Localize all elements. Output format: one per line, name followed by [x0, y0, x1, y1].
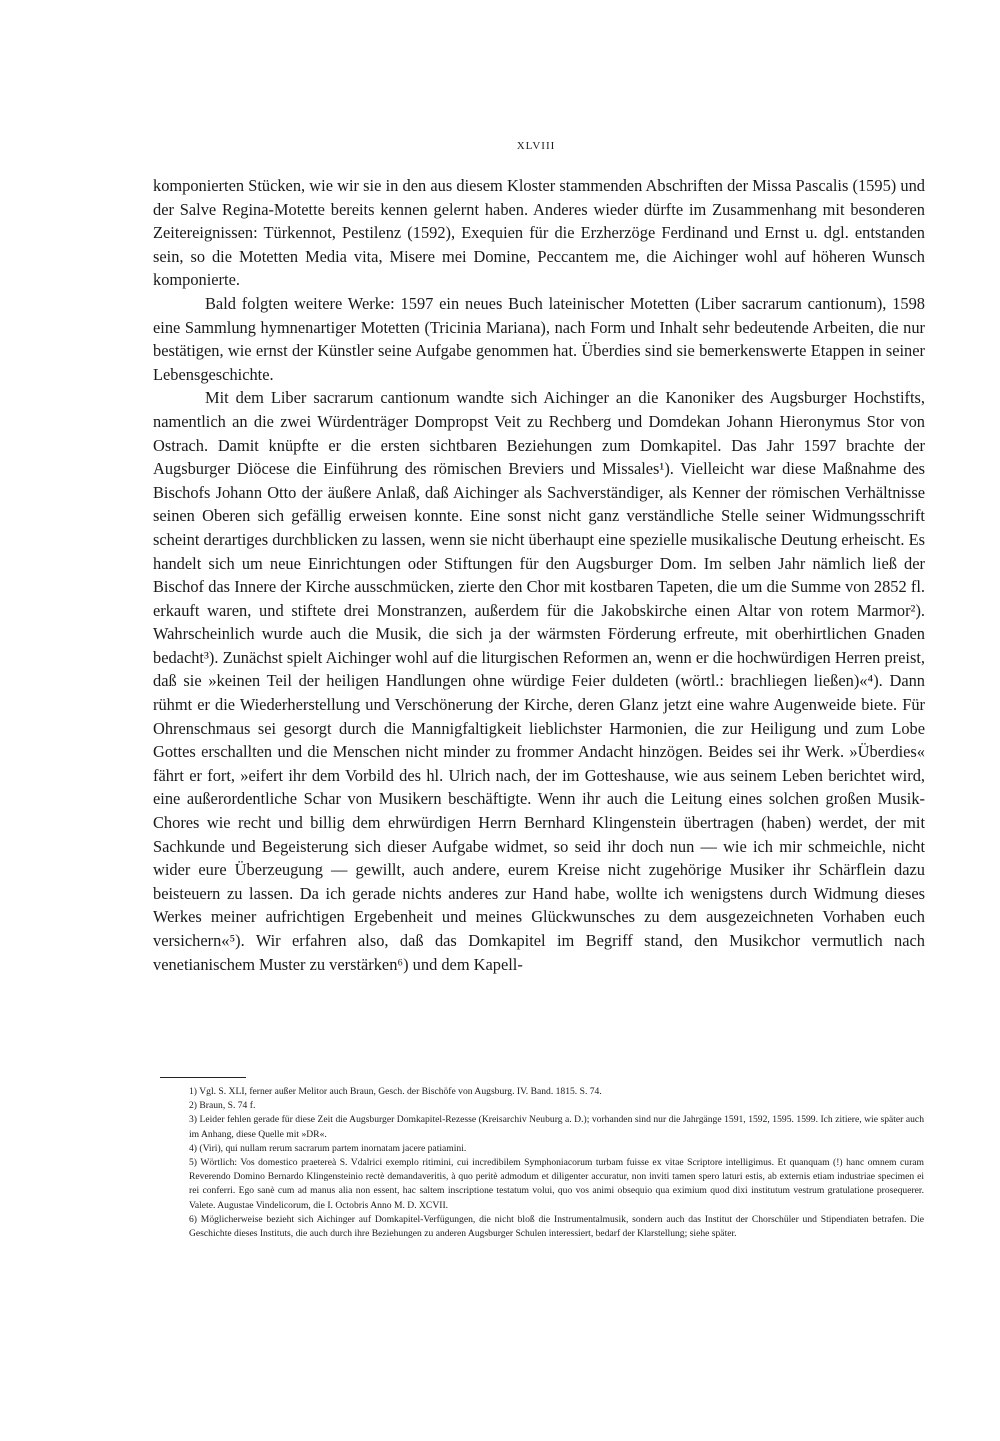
footnote-3: 3) Leider fehlen gerade für diese Zeit die Augsburger Domkapitel-Rezesse (Kreisarchiv Neuburg a. D.); vorhanden sind nur die Jahrgänge 1591, 1592, 1595. 1599. Ich zitiere, wie später auch im Anhang, diese Quelle mit »DR«.	[189, 1114, 924, 1140]
footnote-divider	[160, 1077, 246, 1078]
footnotes	[189, 1085, 924, 1241]
paragraph-2: Bald folgten weitere Werke: 1597 ein neues Buch lateinischer Motetten (Liber sacrarum cantionum), 1598 eine Sammlung hymnenartiger Motetten (Tricinia Mariana), nach Form und Inhalt sehr bedeutende Arbeiten, die nur bestätigen, wie ernst der Künstler seine Aufgabe genommen hat. Überdies sind sie bemerkenswerte Etappen in seiner Lebensgeschichte.	[153, 293, 925, 384]
footnote-1: 1) Vgl. S. XLI, ferner außer Melitor auch Braun, Gesch. der Bischöfe von Augsburg. IV. Band. 1815. S. 74.	[189, 1086, 602, 1097]
footnote-2: 2) Braun, S. 74 f.	[189, 1100, 256, 1112]
footnote-6: 6) Möglicherweise bezieht sich Aichinger auf Domkapitel-Verfügungen, die nicht bloß die Instrumentalmusik, sondern auch das Institut der Chorschüler und Stipendiaten betrafen. Die Geschichte dieses Instituts, die auch durch ihre Beziehungen zu anderen Augsburger Schulen interessiert, bedarf der Klarstellung; siehe später.	[189, 1213, 924, 1240]
paragraph-3: Mit dem Liber sacrarum cantionum wandte sich Aichinger an die Kanoniker des Augsburger Hochstifts, namentlich an die zwei Würdenträger Dompropst Veit zu Rechberg und Domdekan Johann Hieronymus Stor von Ostrach. Damit knüpfte er die ersten sichtbaren Beziehungen zum Domkapitel. Das Jahr 1597 brachte der Augsburger Diöcese die Einführung des römischen Breviers und Missales¹). Vielleicht war diese Maßnahme des Bischofs Johann Otto der äußere Anlaß, daß Aichinger als Sachverständiger, als Kenner der römischen Verhältnisse seinen Oberen sich gefällig erweisen konnte. Eine sonst nicht ganz verständliche Stelle seiner Widmungsschrift scheint derartiges durchblicken zu lassen, wenn sie nicht überhaupt eine spezielle musikalische Deutung erheischt. Es handelt sich um neue Einrichtungen oder Stiftungen für den Augsburger Dom. Im selben Jahr nämlich ließ der Bischof das Innere der Kirche ausschmücken, zierte den Chor mit kostbaren Tapeten, die um die Summe von 2852 fl. erkauft waren, und stiftete drei Monstranzen, außerdem für die Jakobskirche einen Altar von rotem Marmor²). Wahrscheinlich wurde auch die Musik, die sich ja der wärmsten Förderung erfreute, mit oberhirtlichen Gnaden bedacht³). Zunächst spielt Aichinger wohl auf die liturgischen Reformen an, wenn er die hochwürdigen Herren preist, daß sie »keinen Teil der heiligen Handlungen ohne würdige Feier duldeten (wörtl.: brachliegen ließen)«⁴). Dann rühmt er die Wiederherstellung und Verschönerung der Kirche, deren Glanz jetzt eine wahre Augenweide biete. Für Ohrenschmaus sei gesorgt durch die Mannigfaltigkeit lieblichster Harmonien, die zur Heiligung und zum Lobe Gottes erschallten und die Menschen nicht minder zu frommer Andacht hinzögen. Beides sei ihr Werk. »Überdies« fährt er fort, »eifert ihr dem Vorbild des hl. Ulrich nach, der im Gotteshause, wie aus seinem Leben berichtet wird, eine außerordentliche Schar von Musikern beschäftigte. Wenn ihr auch die Leitung eines solchen großen Musik-Chores wie recht und billig dem ehrwürdigen Herrn Bernhard Klingenstein übertragen (haben) werdet, der mit Sachkunde und Begeisterung sich dieser Aufgabe widmet, so seid ihr doch nun — wie ich mir schmeichle, nicht wider eure Überzeugung — gewillt, auch andere, eurem Kreise nicht zugehörige Musiker ihr Schärflein dazu beisteuern zu lassen. Da ich gerade nichts anderes zur Hand habe, wollte ich wenigstens durch Widmung dieses Werkes meiner aufrichtigen Ergebenheit und meines Glückwunsches zu dem ausgezeichneten Vorhaben euch versichern«⁵). Wir erfahren also, daß das Domkapitel im Begriff stand, den Musikchor vermutlich nach venetianischem Muster zu verstärken⁶) und dem Kapell-	[153, 388, 925, 974]
page-number: XLVIII	[516, 140, 556, 152]
footnote-5: 5) Wörtlich: Vos domestico praetereà S. Vdalrici exemplo ritimini, cui incredibilem Symphoniacorum turbam fuisse ex vitae Scriptore intelligimus. Et quanquam (!) hanc omnem curam Reverendo Domino Bernardo Klingensteinio rectè demandaveritis, à quo peritè admodum et diligenter accuratur, non inviti tamen spero laturi estis, ab externis etiam industriae specimen ei rei conferri. Ego sanè cum ad manus alia non essent, hac saltem inscriptione testatum volui, quo vos animi obsequio qua eximium quod dixi institutum vestrum gratulatione prosequerer. Valete. Augustae Vindelicorum, die I. Octobris Anno M. D. XCVII.	[189, 1157, 924, 1211]
body-text	[153, 174, 925, 976]
paragraph-1: komponierten Stücken, wie wir sie in den aus diesem Kloster stammenden Abschriften der Missa Pascalis (1595) und der Salve Regina-Motette bereits kennen gelernt haben. Anderes wieder dürfte im Zusammenhang mit besonderen Zeitereignissen: Türkennot, Pestilenz (1592), Exequien für die Erzherzöge Ferdinand und Ernst u. dgl. entstanden sein, so die Motetten Media vita, Misere mei Domine, Peccantem me, die Aichinger wohl auf höheren Wunsch komponierte.	[153, 176, 925, 290]
footnote-4: 4) (Viri), qui nullam rerum sacrarum partem inornatam jacere patiamini.	[189, 1142, 467, 1154]
